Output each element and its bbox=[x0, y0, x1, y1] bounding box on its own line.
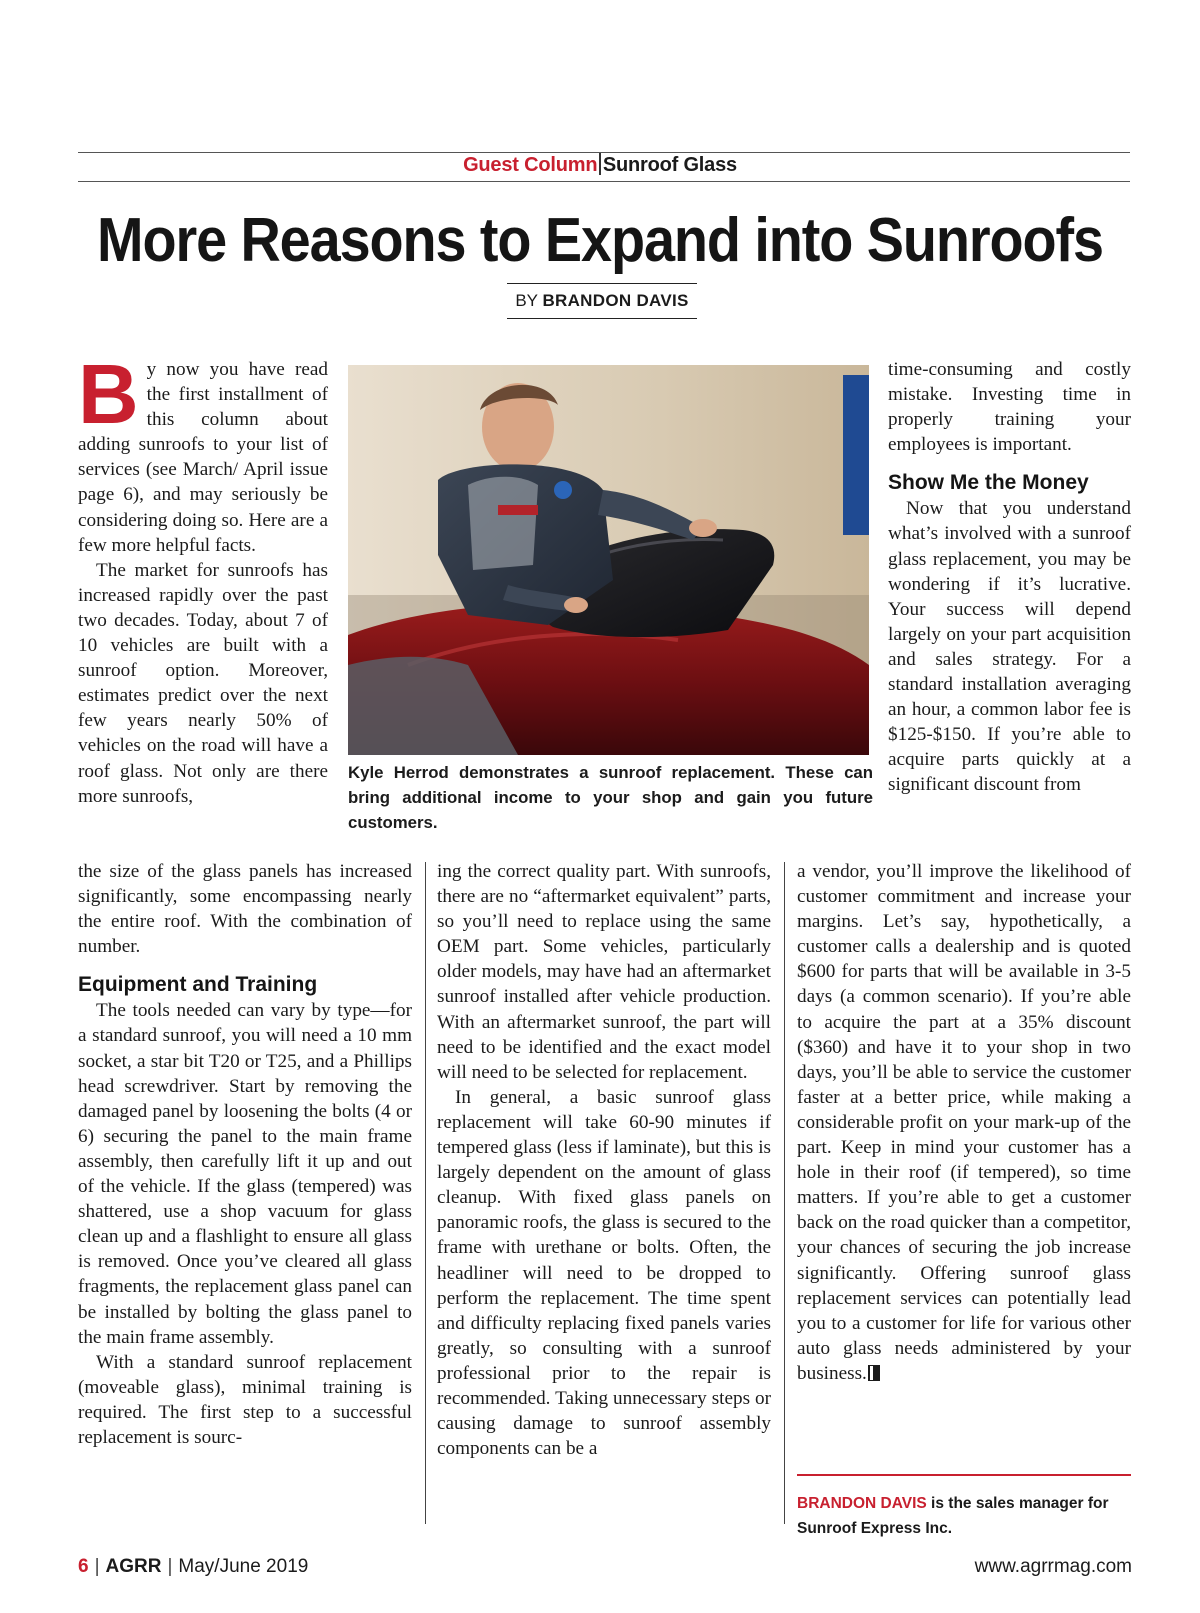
intro-text: y now you have read the first installment of this column about adding sunroofs to your list of services (see March/ April issue page 6), and may seriously be considering doing so. Here are a few more helpful facts. bbox=[78, 359, 328, 556]
author-bio bbox=[797, 1491, 1131, 1541]
section-tag bbox=[0, 153, 1200, 177]
middle-column bbox=[437, 859, 771, 1461]
training-paragraph: With a standard sunroof replacement (moveable glass), minimal training is required. The first step to a successful replacement is sourc- bbox=[78, 1351, 412, 1448]
section-topic: Sunroof Glass bbox=[602, 154, 737, 176]
right-column-top bbox=[888, 357, 1131, 798]
right-column-bottom bbox=[797, 859, 1131, 1386]
money-paragraph: Now that you understand what’s involved with a sunroof glass replacement, you may be wondering if it’s lucrative. Your success will depend largely on your part acquisition and sales strategy. For a standard installation averaging an hour, a common labor fee is $125-$150. If you’re able to acquire parts quickly at a significant discount from bbox=[888, 498, 1131, 796]
money-continued bbox=[797, 859, 1131, 1386]
market-paragraph: The market for sunroofs has increased rapidly over the past two decades. Today, about 7 of 10 vehicles are built with a sunroof option. Moreover, estimates predict over the next few years nearly 50% of vehicles on the road will have a roof glass. Not only are there more sunroofs, bbox=[78, 559, 328, 807]
intro-column bbox=[78, 347, 328, 809]
oem-paragraph: ing the correct quality part. With sunroofs, there are no “aftermarket equivalent” parts, so you’ll need to replace using the same OEM part. Some vehicles, particularly older models, may have had an aftermarket sunroof installed after vehicle production. With an aftermarket sunroof, the part will need to be identified and the exact model will need to be selected for replacement. bbox=[437, 861, 771, 1083]
market-continued: the size of the glass panels has increased significantly, some encompassing nearly the entire roof. With the combination of number. bbox=[78, 861, 412, 958]
footer-folio bbox=[78, 1556, 308, 1578]
replacement-time-paragraph: In general, a basic sunroof glass replacement will take 60-90 minutes if tempered glass (less if laminate), but this is largely dependent on the amount of glass cleanup. With fixed glass panels on panoramic roofs, the glass is secured to the frame with urethane or bolts. Often, the headliner will need to be dropped to perform the replacement. The time spent and difficulty replacing fixed panels varies greatly, so consulting with a sunroof professional prior to the repair is recommended. Taking unnecessary steps or causing damage to sunroof assembly components can be a bbox=[437, 1086, 771, 1460]
byline-rule-bottom bbox=[507, 318, 697, 319]
section-divider bbox=[599, 153, 601, 175]
article-photo bbox=[348, 365, 869, 755]
header-rule-bottom bbox=[78, 181, 1130, 182]
page-number: 6 bbox=[78, 1556, 89, 1577]
equipment-heading: Equipment and Training bbox=[78, 973, 318, 997]
intro-paragraph bbox=[78, 347, 328, 558]
bio-rule bbox=[797, 1474, 1131, 1476]
end-of-article-mark bbox=[873, 1365, 880, 1381]
tools-paragraph: The tools needed can vary by type—for a standard sunroof, you will need a 10 mm socket, a star bit T20 or T25, and a Phillips head screwdriver. Start by removing the damaged panel by loosening the bolts (4 or 6) securing the panel to the main frame assembly, then carefully lift it up and out of the vehicle. If the glass (tempered) was shattered, use a shop vacuum for glass clean up and a flashlight to ensure all glass is removed. Once you’ve cleared all glass fragments, the replacement glass panel can be installed by bolting the glass panel to the main frame assembly. bbox=[78, 1000, 412, 1348]
footer-separator: | bbox=[94, 1556, 100, 1577]
bio-text: is the sales manager for Sunroof Express Inc. bbox=[797, 1495, 1109, 1537]
footer-separator: | bbox=[167, 1556, 173, 1577]
training-conclusion: time-consuming and costly mistake. Investing time in properly training your employees is important. bbox=[888, 359, 1131, 456]
money-continued-text: a vendor, you’ll improve the likelihood of customer commitment and increase your margins. Let’s say, hypothetically, a customer calls a dealership and is quoted $600 for parts that will be available in 3-5 days (a common scenario). If you’re able to acquire the part at a 35% discount ($360) and have it to your shop in two days, you’ll be able to service the customer faster at a better price, while making a considerable profit on your mark-up of the part. Keep in mind your customer has a hole in their roof (if tempered), so time matters. If you’re able to get a customer back on the road quicker than a competitor, your chances of securing the job increase significantly. Offering sunroof glass replacement services can potentially lead you to a customer for life for various other auto glass needs administered by your business. bbox=[797, 861, 1131, 1384]
issue-date: May/June 2019 bbox=[178, 1556, 309, 1577]
article-headline: More Reasons to Expand into Sunroofs bbox=[97, 206, 1103, 275]
sunroof-photo-image bbox=[348, 365, 869, 755]
photo-caption: Kyle Herrod demonstrates a sunroof replacement. These can bring additional income to your shop and gain you future customers. bbox=[348, 763, 873, 832]
section-label: Guest Column bbox=[463, 154, 598, 176]
byline-prefix: BY bbox=[515, 291, 538, 310]
drop-cap: B bbox=[78, 347, 139, 441]
left-column-bottom bbox=[78, 859, 412, 1450]
footer-url: www.agrrmag.com bbox=[974, 1556, 1132, 1577]
bio-name: BRANDON DAVIS bbox=[797, 1495, 927, 1512]
byline-author: BRANDON DAVIS bbox=[542, 291, 689, 310]
byline bbox=[507, 291, 697, 311]
publication-name: AGRR bbox=[105, 1556, 162, 1577]
byline-rule-top bbox=[507, 283, 697, 284]
column-divider-2 bbox=[784, 862, 785, 1524]
money-heading: Show Me the Money bbox=[888, 471, 1089, 495]
column-divider-1 bbox=[425, 862, 426, 1524]
